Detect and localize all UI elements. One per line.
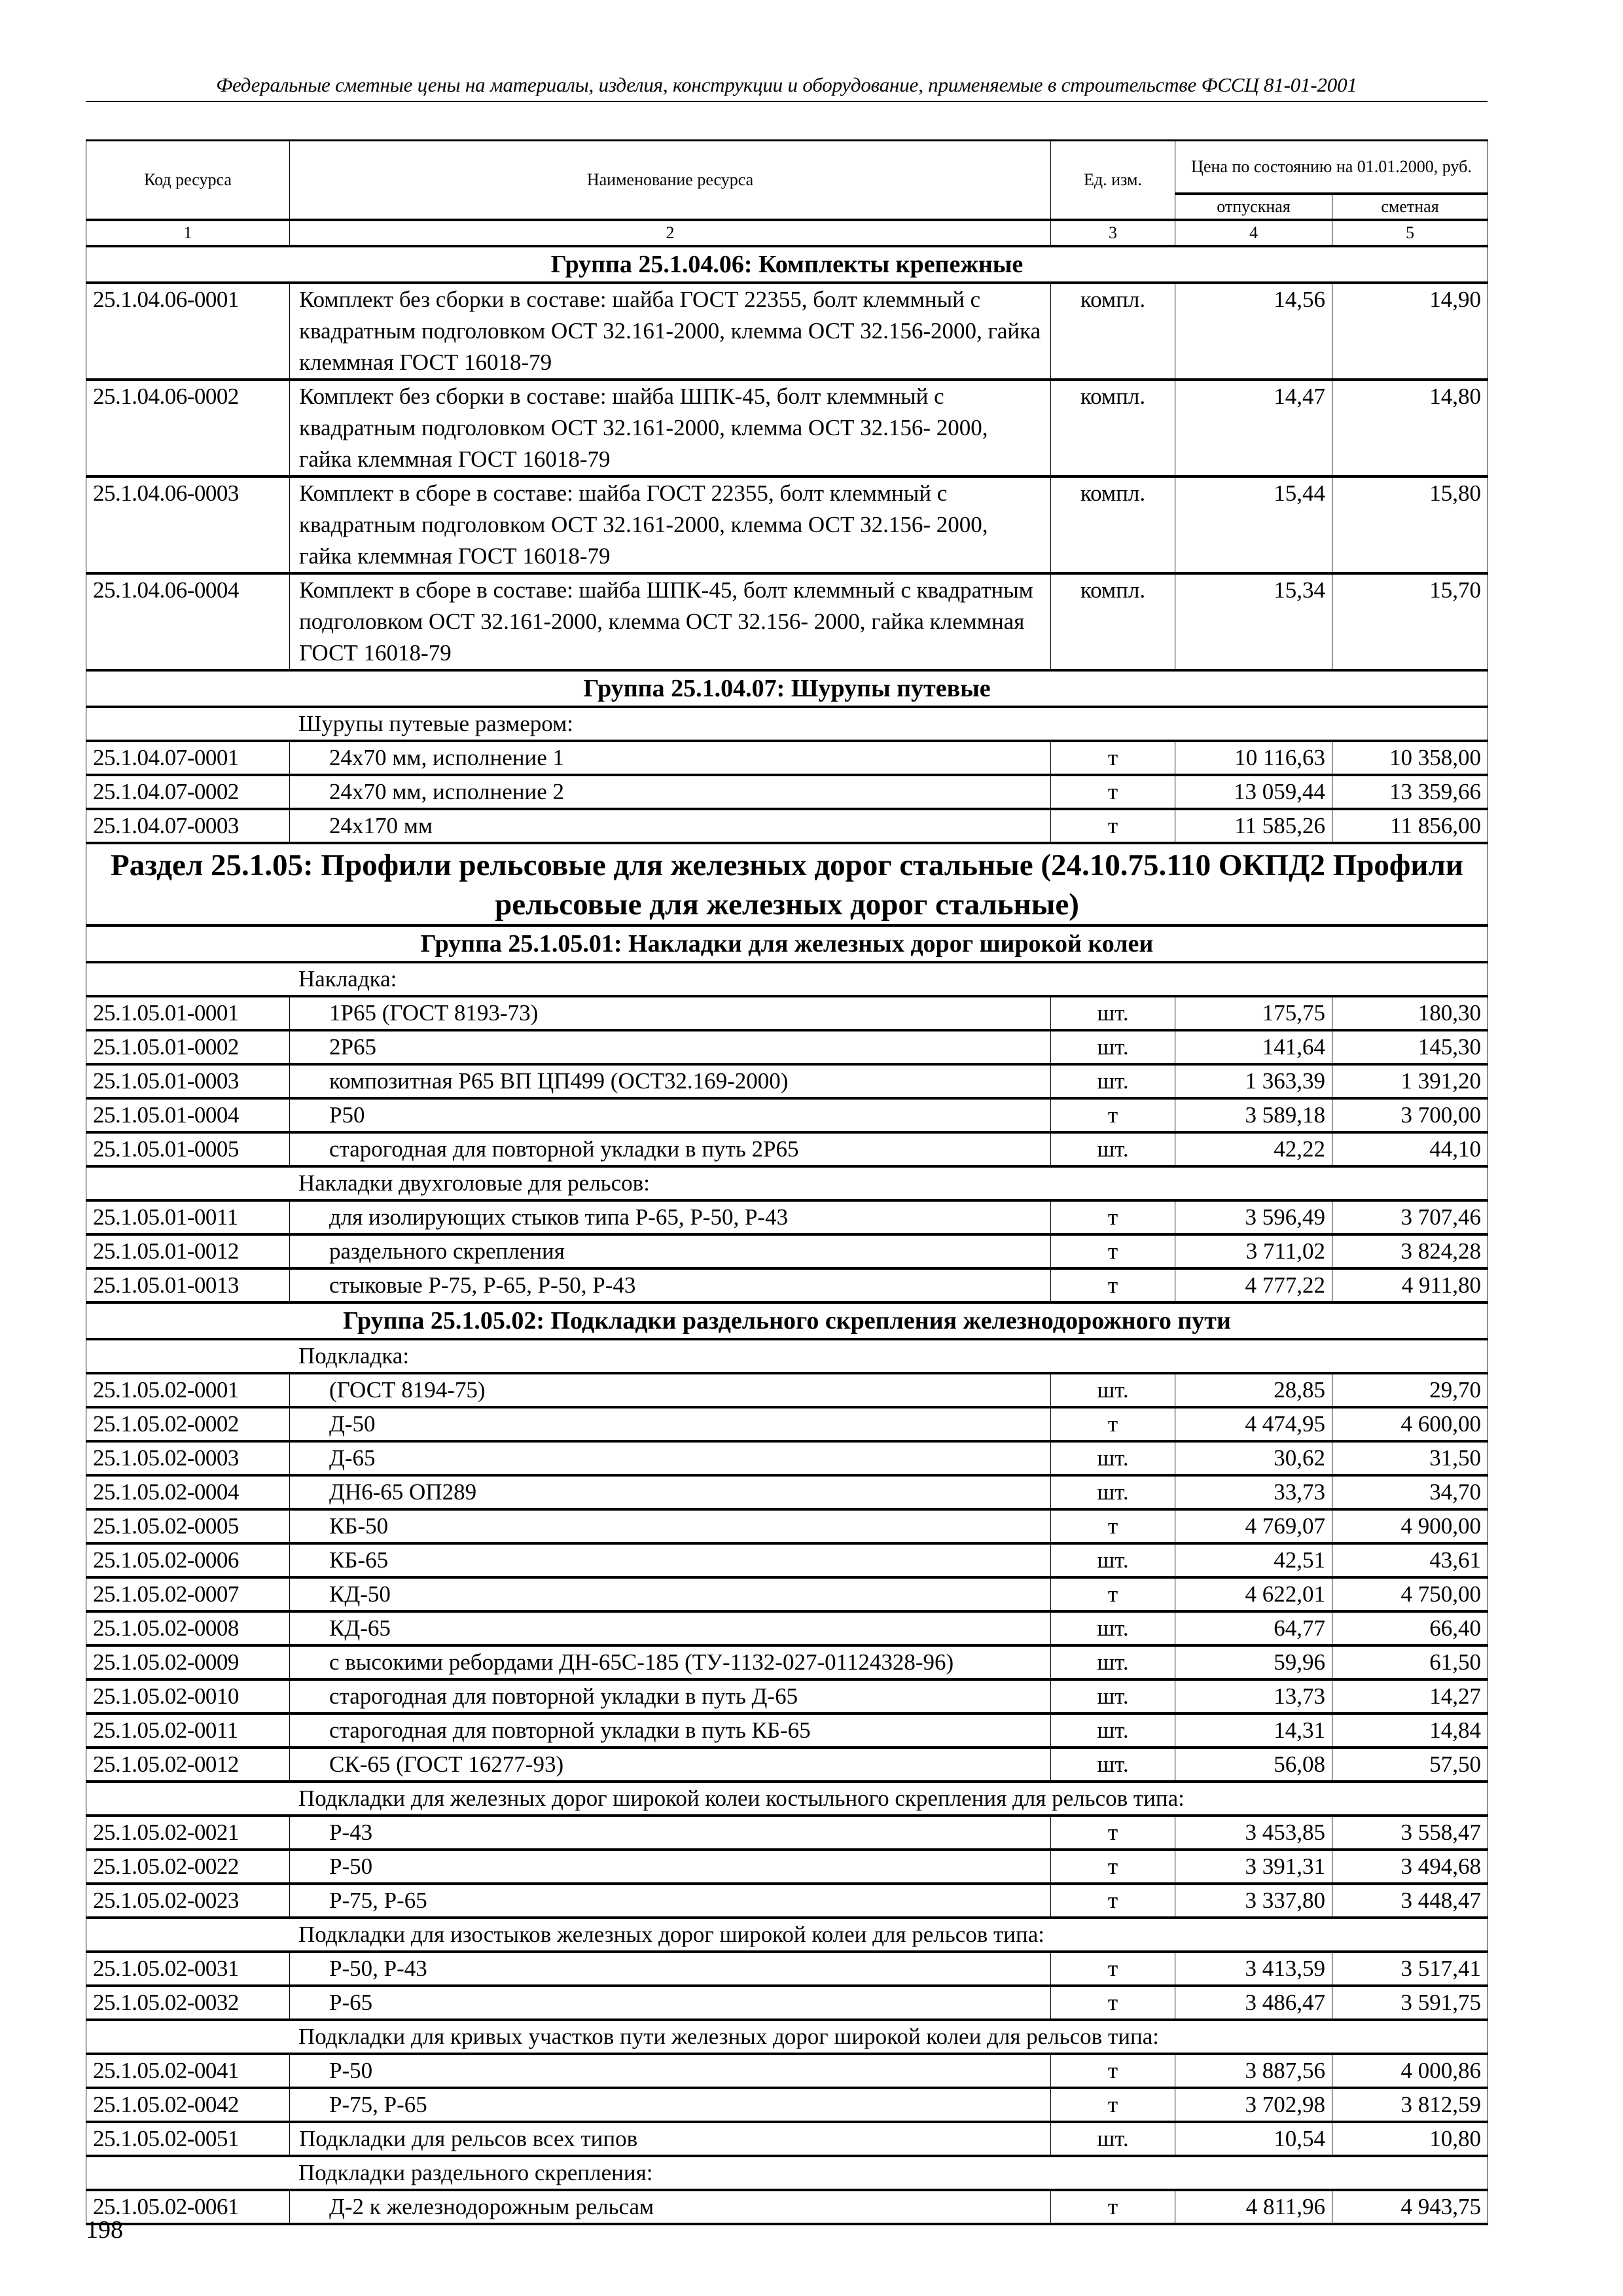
resource-code: 25.1.05.02-0011	[86, 1713, 290, 1748]
table-row	[86, 2122, 1488, 2156]
price-release: 42,51	[1175, 1543, 1332, 1577]
table-row	[86, 1030, 1488, 1064]
unit-of-measure: компл.	[1051, 283, 1175, 380]
resource-code: 25.1.05.02-0032	[86, 1986, 290, 2020]
group-heading: Группа 25.1.05.02: Подкладки раздельного скрепления железнодорожного пути	[86, 1302, 1488, 1339]
unit-of-measure: шт.	[1051, 1064, 1175, 1098]
resource-name: стыковые Р-75, Р-65, Р-50, Р-43	[290, 1268, 1051, 1302]
resource-name: композитная Р65 ВП ЦП499 (ОСТ32.169-2000)	[290, 1064, 1051, 1098]
group-heading: Группа 25.1.04.06: Комплекты крепежные	[86, 246, 1488, 283]
resource-code: 25.1.05.02-0003	[86, 1441, 290, 1475]
price-release: 10 116,63	[1175, 741, 1332, 775]
resource-name: Р-75, Р-65	[290, 1884, 1051, 1918]
resource-name: для изолирующих стыков типа Р-65, Р-50, Р-43	[290, 1200, 1051, 1234]
subheading: Подкладки раздельного скрепления:	[86, 2156, 1488, 2190]
group-heading-row	[86, 670, 1488, 707]
group-heading-row	[86, 246, 1488, 283]
resource-name: 24х70 мм, исполнение 2	[290, 775, 1051, 809]
unit-of-measure: шт.	[1051, 1475, 1175, 1509]
table-row	[86, 1748, 1488, 1782]
resource-code: 25.1.05.02-0001	[86, 1373, 290, 1407]
table-row	[86, 2054, 1488, 2088]
column-number: 3	[1051, 220, 1175, 246]
price-estimate: 10,80	[1332, 2122, 1488, 2156]
price-release: 64,77	[1175, 1611, 1332, 1645]
price-estimate: 13 359,66	[1332, 775, 1488, 809]
price-release: 13 059,44	[1175, 775, 1332, 809]
resource-name: 24х70 мм, исполнение 1	[290, 741, 1051, 775]
subheading-row	[86, 2020, 1488, 2054]
unit-of-measure: шт.	[1051, 996, 1175, 1030]
subheading-row	[86, 962, 1488, 996]
resource-code: 25.1.05.02-0041	[86, 2054, 290, 2088]
subheading: Накладка:	[86, 962, 1488, 996]
table-row	[86, 283, 1488, 380]
resource-name: Комплект в сборе в составе: шайба ШПК-45, болт клеммный с квадратным подголовком ОСТ 32.161-2000, клемма ОСТ 32.156- 2000, гайка клеммная ГОСТ 16018-79	[290, 573, 1051, 670]
price-release: 4 622,01	[1175, 1577, 1332, 1611]
unit-of-measure: т	[1051, 2088, 1175, 2122]
price-estimate: 11 856,00	[1332, 809, 1488, 843]
price-estimate: 14,80	[1332, 380, 1488, 476]
resource-name: Р-50	[290, 2054, 1051, 2088]
price-estimate: 3 707,46	[1332, 1200, 1488, 1234]
price-release: 3 711,02	[1175, 1234, 1332, 1268]
resource-code: 25.1.05.02-0061	[86, 2190, 290, 2224]
unit-of-measure: т	[1051, 809, 1175, 843]
resource-name: СК-65 (ГОСТ 16277-93)	[290, 1748, 1051, 1782]
unit-of-measure: т	[1051, 1268, 1175, 1302]
table-row	[86, 1268, 1488, 1302]
resource-name: Комплект без сборки в составе: шайба ШПК-45, болт клеммный с квадратным подголовком ОСТ 32.161-2000, клемма ОСТ 32.156- 2000, гайка клеммная ГОСТ 16018-79	[290, 380, 1051, 476]
resource-code: 25.1.04.07-0003	[86, 809, 290, 843]
resource-name: 24х170 мм	[290, 809, 1051, 843]
group-heading-row	[86, 1302, 1488, 1339]
price-estimate: 10 358,00	[1332, 741, 1488, 775]
price-estimate: 66,40	[1332, 1611, 1488, 1645]
group-heading: Группа 25.1.05.01: Накладки для железных дорог широкой колеи	[86, 925, 1488, 962]
resource-name: КД-50	[290, 1577, 1051, 1611]
resource-name: 2Р65	[290, 1030, 1051, 1064]
price-release: 13,73	[1175, 1679, 1332, 1713]
subheading: Шурупы путевые размером:	[86, 707, 1488, 741]
resource-code: 25.1.05.01-0012	[86, 1234, 290, 1268]
price-estimate: 3 591,75	[1332, 1986, 1488, 2020]
price-estimate: 57,50	[1332, 1748, 1488, 1782]
unit-of-measure: шт.	[1051, 1713, 1175, 1748]
subheading-row	[86, 2156, 1488, 2190]
price-estimate: 3 558,47	[1332, 1816, 1488, 1850]
unit-of-measure: т	[1051, 1577, 1175, 1611]
price-estimate: 3 448,47	[1332, 1884, 1488, 1918]
table-row	[86, 741, 1488, 775]
unit-of-measure: шт.	[1051, 2122, 1175, 2156]
price-release: 15,34	[1175, 573, 1332, 670]
table-row	[86, 1509, 1488, 1543]
resource-name: с высокими ребордами ДН-65С-185 (ТУ-1132-027-01124328-96)	[290, 1645, 1051, 1679]
resource-code: 25.1.04.06-0004	[86, 573, 290, 670]
subheading: Подкладки для кривых участков пути железных дорог широкой колеи для рельсов типа:	[86, 2020, 1488, 2054]
header-unit: Ед. изм.	[1051, 141, 1175, 221]
table-row	[86, 2088, 1488, 2122]
table-row	[86, 1611, 1488, 1645]
column-number: 1	[86, 220, 290, 246]
resource-code: 25.1.05.01-0011	[86, 1200, 290, 1234]
resource-name: старогодная для повторной укладки в путь 2Р65	[290, 1132, 1051, 1166]
price-release: 3 337,80	[1175, 1884, 1332, 1918]
subheading: Накладки двухголовые для рельсов:	[86, 1166, 1488, 1200]
running-header: Федеральные сметные цены на материалы, изделия, конструкции и оборудование, применяемые в строительстве ФССЦ 81-01-2001	[86, 73, 1488, 102]
resource-code: 25.1.05.01-0013	[86, 1268, 290, 1302]
unit-of-measure: шт.	[1051, 1132, 1175, 1166]
resource-code: 25.1.05.01-0004	[86, 1098, 290, 1132]
resource-name: Д-2 к железнодорожным рельсам	[290, 2190, 1051, 2224]
resource-code: 25.1.05.02-0002	[86, 1407, 290, 1441]
resource-code: 25.1.05.01-0001	[86, 996, 290, 1030]
price-release: 30,62	[1175, 1441, 1332, 1475]
unit-of-measure: шт.	[1051, 1373, 1175, 1407]
table-row	[86, 1132, 1488, 1166]
column-number: 2	[290, 220, 1051, 246]
resource-code: 25.1.05.02-0007	[86, 1577, 290, 1611]
page-number: 198	[86, 2216, 123, 2244]
resource-code: 25.1.05.02-0042	[86, 2088, 290, 2122]
price-estimate: 145,30	[1332, 1030, 1488, 1064]
table-row	[86, 1373, 1488, 1407]
price-estimate: 3 824,28	[1332, 1234, 1488, 1268]
unit-of-measure: т	[1051, 1986, 1175, 2020]
resource-name: старогодная для повторной укладки в путь КБ-65	[290, 1713, 1051, 1748]
resource-name: старогодная для повторной укладки в путь Д-65	[290, 1679, 1051, 1713]
resource-name: Р-50, Р-43	[290, 1952, 1051, 1986]
resource-name: КБ-65	[290, 1543, 1051, 1577]
price-release: 4 811,96	[1175, 2190, 1332, 2224]
header-price-estimate: сметная	[1332, 194, 1488, 220]
resource-code: 25.1.05.02-0006	[86, 1543, 290, 1577]
section-heading: Раздел 25.1.05: Профили рельсовые для железных дорог стальные (24.10.75.110 ОКПД2 Профили рельсовые для железных дорог стальные)	[86, 843, 1488, 925]
table-row	[86, 1952, 1488, 1986]
price-estimate: 31,50	[1332, 1441, 1488, 1475]
table-row	[86, 476, 1488, 573]
header-name: Наименование ресурса	[290, 141, 1051, 221]
table-row	[86, 775, 1488, 809]
resource-name: КД-65	[290, 1611, 1051, 1645]
table-row	[86, 1884, 1488, 1918]
table-row	[86, 1577, 1488, 1611]
unit-of-measure: т	[1051, 1816, 1175, 1850]
resource-name: Р-50	[290, 1850, 1051, 1884]
table-row	[86, 1850, 1488, 1884]
resource-name: (ГОСТ 8194-75)	[290, 1373, 1051, 1407]
resource-code: 25.1.05.02-0010	[86, 1679, 290, 1713]
resource-name: Р-75, Р-65	[290, 2088, 1051, 2122]
table-row	[86, 1407, 1488, 1441]
price-release: 3 702,98	[1175, 2088, 1332, 2122]
resource-name: Комплект в сборе в составе: шайба ГОСТ 22355, болт клеммный с квадратным подголовком ОСТ 32.161-2000, клемма ОСТ 32.156- 2000, гайка клеммная ГОСТ 16018-79	[290, 476, 1051, 573]
table-row	[86, 573, 1488, 670]
price-release: 3 589,18	[1175, 1098, 1332, 1132]
price-estimate: 1 391,20	[1332, 1064, 1488, 1098]
table-row	[86, 1816, 1488, 1850]
price-release: 3 453,85	[1175, 1816, 1332, 1850]
unit-of-measure: шт.	[1051, 1748, 1175, 1782]
resource-name: Р-65	[290, 1986, 1051, 2020]
resource-name: Р-43	[290, 1816, 1051, 1850]
table-row	[86, 1713, 1488, 1748]
unit-of-measure: т	[1051, 1952, 1175, 1986]
price-estimate: 4 911,80	[1332, 1268, 1488, 1302]
price-estimate: 3 517,41	[1332, 1952, 1488, 1986]
resource-name: Р50	[290, 1098, 1051, 1132]
price-release: 42,22	[1175, 1132, 1332, 1166]
price-table	[86, 139, 1488, 2225]
price-estimate: 4 750,00	[1332, 1577, 1488, 1611]
price-estimate: 4 600,00	[1332, 1407, 1488, 1441]
unit-of-measure: шт.	[1051, 1543, 1175, 1577]
column-numbers-row	[86, 220, 1488, 246]
subheading: Подкладка:	[86, 1339, 1488, 1373]
unit-of-measure: шт.	[1051, 1679, 1175, 1713]
unit-of-measure: шт.	[1051, 1611, 1175, 1645]
price-release: 56,08	[1175, 1748, 1332, 1782]
price-estimate: 43,61	[1332, 1543, 1488, 1577]
resource-code: 25.1.05.02-0009	[86, 1645, 290, 1679]
unit-of-measure: шт.	[1051, 1441, 1175, 1475]
unit-of-measure: т	[1051, 1407, 1175, 1441]
price-estimate: 15,80	[1332, 476, 1488, 573]
unit-of-measure: компл.	[1051, 476, 1175, 573]
price-estimate: 3 700,00	[1332, 1098, 1488, 1132]
table-row	[86, 2190, 1488, 2224]
price-release: 33,73	[1175, 1475, 1332, 1509]
table-row	[86, 1064, 1488, 1098]
unit-of-measure: т	[1051, 775, 1175, 809]
resource-code: 25.1.04.07-0001	[86, 741, 290, 775]
resource-name: КБ-50	[290, 1509, 1051, 1543]
price-estimate: 14,90	[1332, 283, 1488, 380]
header-code: Код ресурса	[86, 141, 290, 221]
price-estimate: 14,27	[1332, 1679, 1488, 1713]
unit-of-measure: т	[1051, 1884, 1175, 1918]
table-row	[86, 1645, 1488, 1679]
price-estimate: 180,30	[1332, 996, 1488, 1030]
price-release: 4 777,22	[1175, 1268, 1332, 1302]
price-estimate: 61,50	[1332, 1645, 1488, 1679]
resource-name: раздельного скрепления	[290, 1234, 1051, 1268]
resource-code: 25.1.05.02-0023	[86, 1884, 290, 1918]
table-row	[86, 1543, 1488, 1577]
table-row	[86, 1234, 1488, 1268]
price-estimate: 14,84	[1332, 1713, 1488, 1748]
resource-code: 25.1.05.02-0031	[86, 1952, 290, 1986]
table-row	[86, 1441, 1488, 1475]
price-estimate: 4 900,00	[1332, 1509, 1488, 1543]
unit-of-measure: т	[1051, 1098, 1175, 1132]
price-release: 3 391,31	[1175, 1850, 1332, 1884]
resource-code: 25.1.04.06-0003	[86, 476, 290, 573]
price-release: 14,31	[1175, 1713, 1332, 1748]
resource-code: 25.1.05.02-0021	[86, 1816, 290, 1850]
price-release: 1 363,39	[1175, 1064, 1332, 1098]
unit-of-measure: т	[1051, 1509, 1175, 1543]
unit-of-measure: шт.	[1051, 1645, 1175, 1679]
price-estimate: 44,10	[1332, 1132, 1488, 1166]
unit-of-measure: т	[1051, 741, 1175, 775]
price-release: 3 413,59	[1175, 1952, 1332, 1986]
price-release: 3 486,47	[1175, 1986, 1332, 2020]
subheading-row	[86, 1782, 1488, 1816]
resource-name: ДН6-65 ОП289	[290, 1475, 1051, 1509]
header-price-group: Цена по состоянию на 01.01.2000, руб.	[1175, 141, 1488, 194]
resource-code: 25.1.05.02-0012	[86, 1748, 290, 1782]
resource-code: 25.1.05.02-0022	[86, 1850, 290, 1884]
subheading-row	[86, 1339, 1488, 1373]
price-release: 3 887,56	[1175, 2054, 1332, 2088]
header-price-release: отпускная	[1175, 194, 1332, 220]
price-release: 4 474,95	[1175, 1407, 1332, 1441]
group-heading-row	[86, 925, 1488, 962]
resource-code: 25.1.05.01-0003	[86, 1064, 290, 1098]
resource-name: Комплект без сборки в составе: шайба ГОСТ 22355, болт клеммный с квадратным подголовком ОСТ 32.161-2000, клемма ОСТ 32.156-2000, гайка клеммная ГОСТ 16018-79	[290, 283, 1051, 380]
table-body	[86, 246, 1488, 2224]
subheading-row	[86, 1918, 1488, 1952]
price-release: 4 769,07	[1175, 1509, 1332, 1543]
group-heading: Группа 25.1.04.07: Шурупы путевые	[86, 670, 1488, 707]
price-release: 28,85	[1175, 1373, 1332, 1407]
column-number: 5	[1332, 220, 1488, 246]
price-release: 3 596,49	[1175, 1200, 1332, 1234]
resource-name: Д-50	[290, 1407, 1051, 1441]
resource-code: 25.1.04.06-0001	[86, 283, 290, 380]
column-number: 4	[1175, 220, 1332, 246]
unit-of-measure: шт.	[1051, 1030, 1175, 1064]
price-release: 59,96	[1175, 1645, 1332, 1679]
price-release: 14,47	[1175, 380, 1332, 476]
table-row	[86, 380, 1488, 476]
resource-code: 25.1.05.01-0002	[86, 1030, 290, 1064]
unit-of-measure: т	[1051, 1850, 1175, 1884]
table-row	[86, 1679, 1488, 1713]
table-row	[86, 1475, 1488, 1509]
resource-name: Д-65	[290, 1441, 1051, 1475]
resource-code: 25.1.04.06-0002	[86, 380, 290, 476]
table-row	[86, 1098, 1488, 1132]
table-row	[86, 996, 1488, 1030]
subheading-row	[86, 1166, 1488, 1200]
resource-code: 25.1.05.02-0004	[86, 1475, 290, 1509]
table-row	[86, 809, 1488, 843]
price-estimate: 3 812,59	[1332, 2088, 1488, 2122]
price-release: 10,54	[1175, 2122, 1332, 2156]
subheading: Подкладки для изостыков железных дорог широкой колеи для рельсов типа:	[86, 1918, 1488, 1952]
unit-of-measure: компл.	[1051, 573, 1175, 670]
resource-code: 25.1.05.01-0005	[86, 1132, 290, 1166]
unit-of-measure: т	[1051, 2190, 1175, 2224]
price-estimate: 15,70	[1332, 573, 1488, 670]
unit-of-measure: компл.	[1051, 380, 1175, 476]
unit-of-measure: т	[1051, 1234, 1175, 1268]
resource-name: 1Р65 (ГОСТ 8193-73)	[290, 996, 1051, 1030]
table-row	[86, 1200, 1488, 1234]
subheading-row	[86, 707, 1488, 741]
price-estimate: 3 494,68	[1332, 1850, 1488, 1884]
price-release: 141,64	[1175, 1030, 1332, 1064]
price-estimate: 4 000,86	[1332, 2054, 1488, 2088]
unit-of-measure: т	[1051, 1200, 1175, 1234]
resource-code: 25.1.05.02-0051	[86, 2122, 290, 2156]
price-estimate: 34,70	[1332, 1475, 1488, 1509]
price-release: 175,75	[1175, 996, 1332, 1030]
resource-code: 25.1.05.02-0005	[86, 1509, 290, 1543]
section-heading-row	[86, 843, 1488, 925]
price-release: 14,56	[1175, 283, 1332, 380]
unit-of-measure: т	[1051, 2054, 1175, 2088]
price-release: 11 585,26	[1175, 809, 1332, 843]
resource-code: 25.1.05.02-0008	[86, 1611, 290, 1645]
price-estimate: 29,70	[1332, 1373, 1488, 1407]
price-estimate: 4 943,75	[1332, 2190, 1488, 2224]
resource-name: Подкладки для рельсов всех типов	[290, 2122, 1051, 2156]
table-row	[86, 1986, 1488, 2020]
subheading: Подкладки для железных дорог широкой колеи костыльного скрепления для рельсов типа:	[86, 1782, 1488, 1816]
resource-code: 25.1.04.07-0002	[86, 775, 290, 809]
price-release: 15,44	[1175, 476, 1332, 573]
